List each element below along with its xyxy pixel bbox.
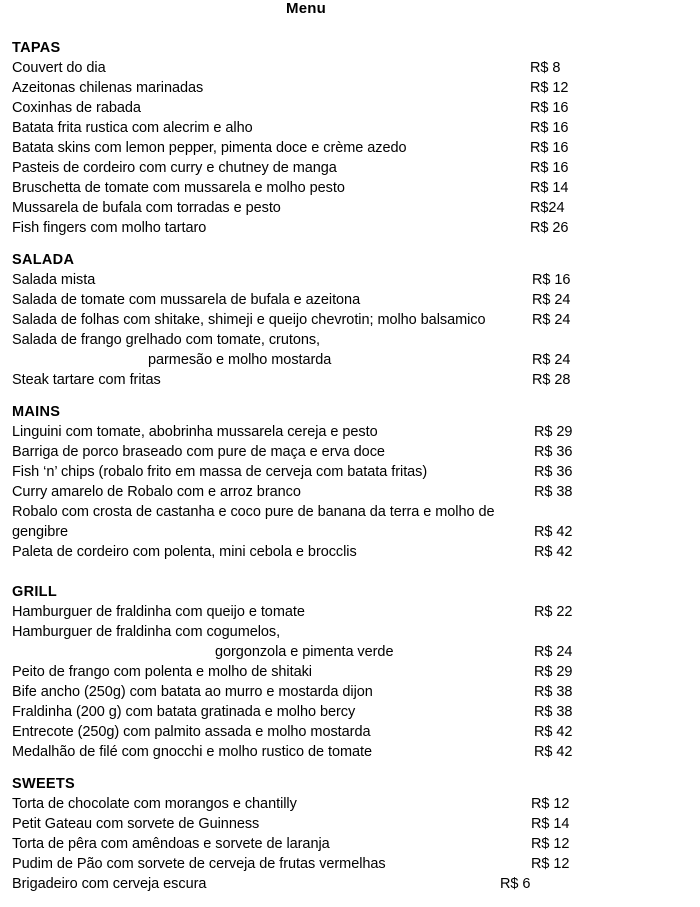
menu-item-name: Brigadeiro com cerveja escura [12, 876, 207, 892]
menu-item-row [0, 118, 700, 138]
menu-item-price: R$ 38 [534, 704, 573, 720]
menu-item-name: Azeitonas chilenas marinadas [12, 80, 204, 96]
menu-item-price: R$ 16 [530, 100, 569, 116]
menu-item-name: Pudim de Pão com sorvete de cerveja de frutas vermelhas [12, 856, 386, 872]
menu-item-price: R$ 22 [534, 604, 573, 620]
section-gap [0, 762, 700, 774]
menu-item-name: Couvert do dia [12, 60, 106, 76]
menu-item-name: Batata frita rustica com alecrim e alho [12, 120, 253, 136]
menu-item-name: Fish fingers com molho tartaro [12, 220, 207, 236]
menu-item-row [0, 722, 700, 742]
menu-item-price: R$ 14 [531, 816, 570, 832]
menu-item-price: R$ 28 [532, 372, 571, 388]
menu-item-row [0, 854, 700, 874]
menu-item-price: R$ 42 [534, 544, 573, 560]
menu-item-row [0, 742, 700, 762]
menu-item-name: Torta de chocolate com morangos e chantilly [12, 796, 297, 812]
menu-item-row [0, 290, 700, 310]
section-heading-tapas: TAPAS [12, 40, 61, 56]
page-title: Menu [286, 0, 326, 17]
menu-item-price: R$ 12 [530, 80, 569, 96]
section-gap [0, 238, 700, 250]
menu-item-row [0, 350, 700, 370]
menu-item-price: R$ 16 [532, 272, 571, 288]
menu-item-price: R$ 36 [534, 464, 573, 480]
menu-item-name: Robalo com crosta de castanha e coco pure de banana da terra e molho de [12, 504, 495, 520]
menu-item-name: Medalhão de filé com gnocchi e molho rustico de tomate [12, 744, 372, 760]
menu-item-row [0, 642, 700, 662]
menu-item-price: R$ 38 [534, 484, 573, 500]
menu-item-price: R$ 26 [530, 220, 569, 236]
menu-item-row [0, 482, 700, 502]
menu-item-name: Salada mista [12, 272, 96, 288]
menu-item-name: Salada de tomate com mussarela de bufala e azeitona [12, 292, 361, 308]
menu-item-name: Bife ancho (250g) com batata ao murro e mostarda dijon [12, 684, 373, 700]
menu-item-name: Torta de pêra com amêndoas e sorvete de laranja [12, 836, 330, 852]
menu-item-price: R$ 8 [530, 60, 561, 76]
menu-item-price: R$ 24 [532, 312, 571, 328]
menu-item-row [0, 270, 700, 290]
menu-item-name: Petit Gateau com sorvete de Guinness [12, 816, 260, 832]
menu-item-price: R$ 29 [534, 424, 573, 440]
menu-item-row [0, 834, 700, 854]
menu-item-row [0, 662, 700, 682]
menu-item-name: Linguini com tomate, abobrinha mussarela cereja e pesto [12, 424, 378, 440]
menu-item-row [0, 702, 700, 722]
menu-item-price: R$ 16 [530, 140, 569, 156]
menu-item-name: Coxinhas de rabada [12, 100, 141, 116]
menu-item-name: Salada de folhas com shitake, shimeji e queijo chevrotin; molho balsamico [12, 312, 486, 328]
section-heading-salada: SALADA [12, 252, 75, 268]
section-heading-mains: MAINS [12, 404, 61, 420]
menu-item-row [0, 622, 700, 642]
menu-item-row [0, 682, 700, 702]
menu-item-row [0, 218, 700, 238]
menu-item-row [0, 794, 700, 814]
menu-item-name: Paleta de cordeiro com polenta, mini cebola e brocclis [12, 544, 357, 560]
menu-item-name: Peito de frango com polenta e molho de shitaki [12, 664, 312, 680]
menu-item-row [0, 462, 700, 482]
menu-item-row [0, 310, 700, 330]
menu-item-price: R$ 29 [534, 664, 573, 680]
menu-item-name: Hamburguer de fraldinha com cogumelos, [12, 624, 281, 640]
menu-sections [0, 38, 700, 894]
menu-item-row [0, 422, 700, 442]
menu-item-name: Hamburguer de fraldinha com queijo e tomate [12, 604, 305, 620]
menu-item-row [0, 502, 700, 522]
menu-item-name: Fraldinha (200 g) com batata gratinada e molho bercy [12, 704, 356, 720]
menu-item-row [0, 370, 700, 390]
menu-item-price: R$ 36 [534, 444, 573, 460]
menu-item-price: R$ 12 [531, 796, 570, 812]
menu-item-name: Steak tartare com fritas [12, 372, 161, 388]
menu-item-price: R$ 42 [534, 724, 573, 740]
menu-item-row [0, 98, 700, 118]
menu-item-name: Batata skins com lemon pepper, pimenta doce e crème azedo [12, 140, 407, 156]
menu-item-row [0, 178, 700, 198]
menu-item-name: Entrecote (250g) com palmito assada e molho mostarda [12, 724, 371, 740]
menu-item-row [0, 814, 700, 834]
menu-item-price: R$ 38 [534, 684, 573, 700]
menu-item-price: R$ 42 [534, 524, 573, 540]
menu-item-name: parmesão e molho mostarda [148, 352, 332, 368]
menu-item-price: R$24 [530, 200, 565, 216]
menu-item-row [0, 78, 700, 98]
menu-item-row [0, 330, 700, 350]
menu-item-price: R$ 24 [534, 644, 573, 660]
menu-item-price: R$ 14 [530, 180, 569, 196]
menu-item-row [0, 602, 700, 622]
menu-item-name: gorgonzola e pimenta verde [215, 644, 394, 660]
menu-item-row [0, 874, 700, 894]
menu-item-name: Pasteis de cordeiro com curry e chutney de manga [12, 160, 337, 176]
menu-item-name: gengibre [12, 524, 69, 540]
menu-item-name: Curry amarelo de Robalo com e arroz branco [12, 484, 301, 500]
menu-item-price: R$ 42 [534, 744, 573, 760]
menu-item-row [0, 138, 700, 158]
menu-item-price: R$ 24 [532, 352, 571, 368]
menu-item-row [0, 198, 700, 218]
menu-item-price: R$ 16 [530, 160, 569, 176]
menu-item-name: Bruschetta de tomate com mussarela e molho pesto [12, 180, 345, 196]
section-heading-sweets: SWEETS [12, 776, 76, 792]
menu-item-name: Barriga de porco braseado com pure de maça e erva doce [12, 444, 385, 460]
menu-item-row [0, 58, 700, 78]
menu-item-name: Mussarela de bufala com torradas e pesto [12, 200, 281, 216]
menu-item-row [0, 442, 700, 462]
menu-item-row [0, 158, 700, 178]
menu-item-row [0, 542, 700, 562]
menu-item-price: R$ 24 [532, 292, 571, 308]
section-gap [0, 390, 700, 402]
menu-item-price: R$ 12 [531, 836, 570, 852]
section-gap [0, 562, 700, 582]
section-heading-grill: GRILL [12, 584, 57, 600]
menu-item-price: R$ 12 [531, 856, 570, 872]
menu-item-row [0, 522, 700, 542]
menu-item-name: Fish ‘n’ chips (robalo frito em massa de cerveja com batata fritas) [12, 464, 428, 480]
menu-item-price: R$ 6 [500, 876, 531, 892]
menu-item-name: Salada de frango grelhado com tomate, crutons, [12, 332, 321, 348]
menu-item-price: R$ 16 [530, 120, 569, 136]
